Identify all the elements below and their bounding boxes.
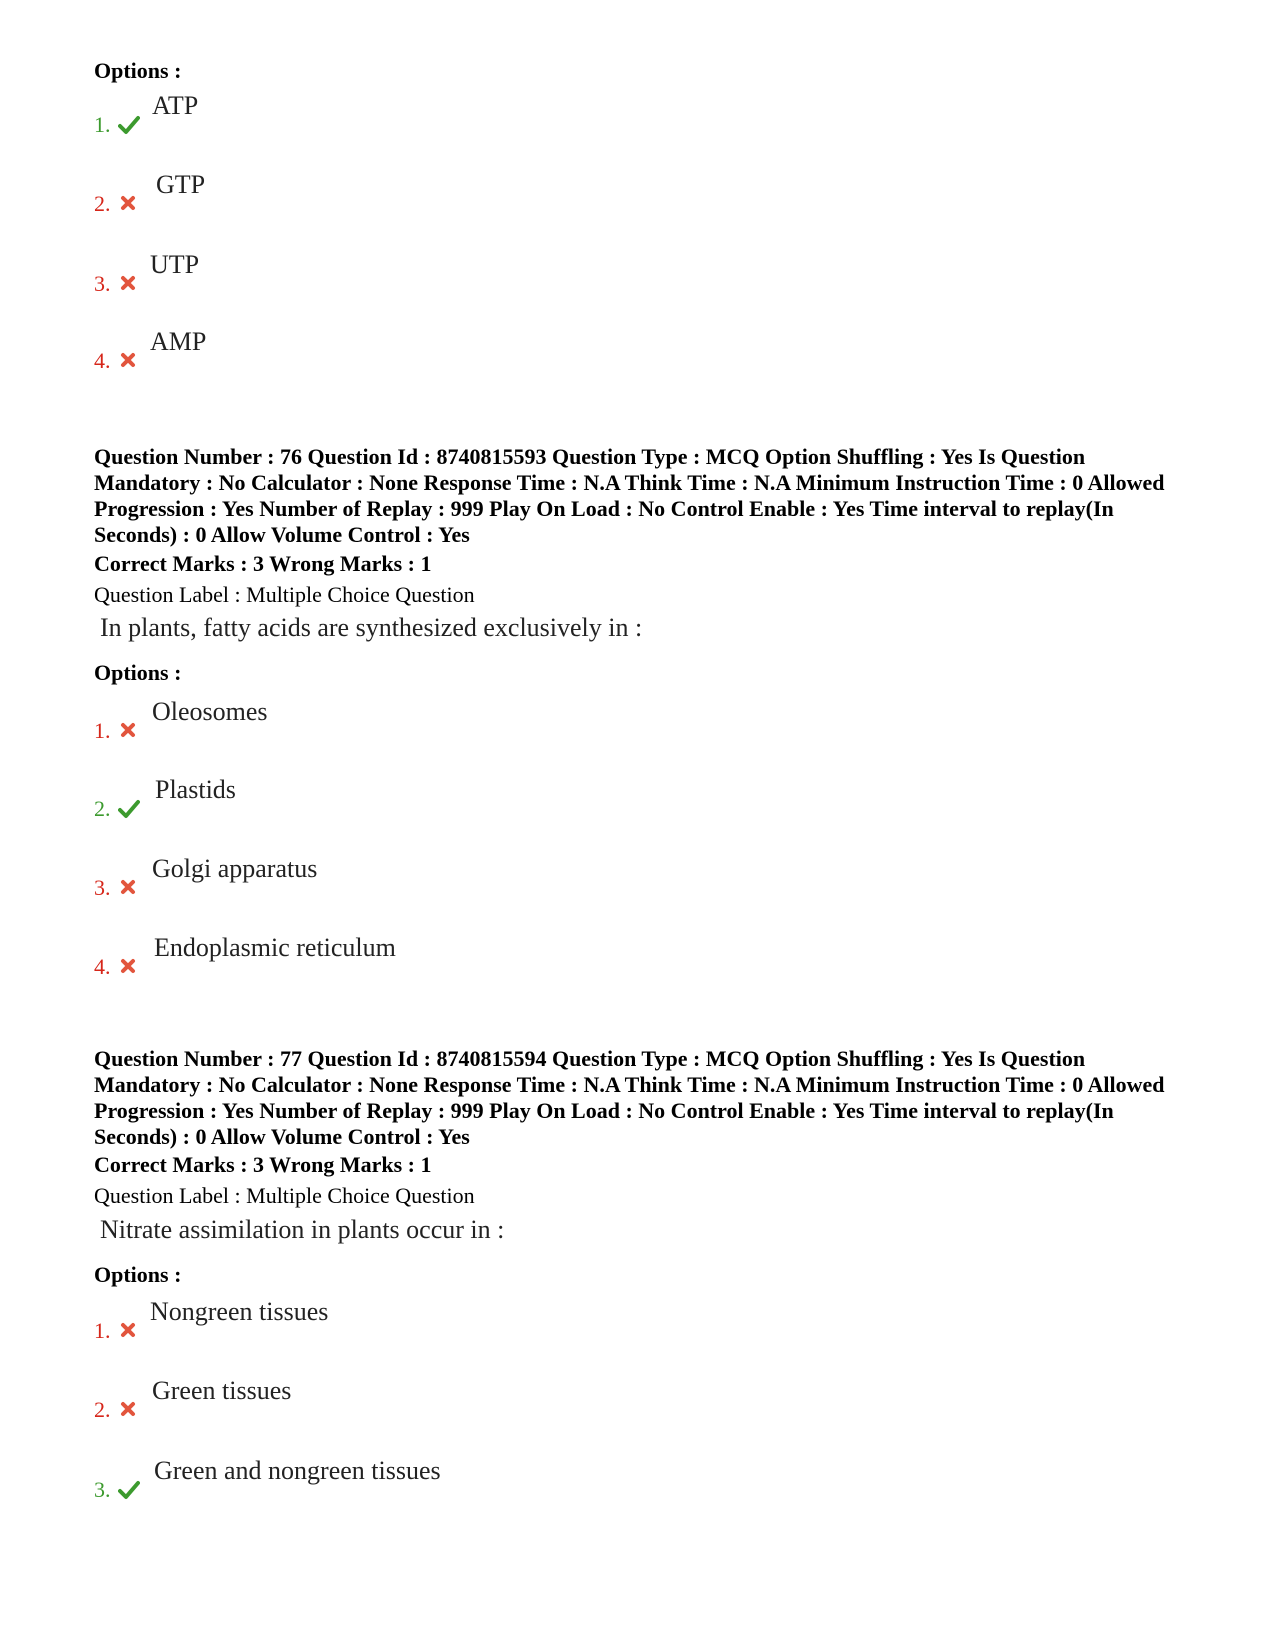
question-label: Question Label : Multiple Choice Question: [94, 1183, 475, 1208]
option-text: GTP: [156, 170, 206, 199]
option-number: 2.: [94, 1397, 111, 1422]
option-text: Green and nongreen tissues: [154, 1456, 441, 1485]
question-label: Question Label : Multiple Choice Question: [94, 582, 475, 607]
options-heading: Options :: [94, 660, 182, 685]
cross-icon: [118, 1320, 140, 1342]
check-icon: [118, 114, 140, 136]
cross-icon: [118, 350, 140, 372]
option-text: AMP: [150, 327, 207, 356]
option-number: 1.: [94, 1318, 111, 1343]
option-4: [94, 934, 694, 978]
cross-icon: [118, 877, 140, 899]
question-stem: In plants, fatty acids are synthesized exclusively in :: [100, 613, 643, 642]
option-number: 2.: [94, 796, 111, 821]
option-4: [94, 328, 694, 372]
option-3: [94, 251, 694, 295]
option-1: [94, 698, 694, 742]
option-3: [94, 1457, 694, 1501]
option-2: [94, 776, 694, 820]
cross-icon: [118, 193, 140, 215]
option-text: UTP: [150, 250, 200, 279]
option-text: Oleosomes: [152, 697, 268, 726]
option-number: 3.: [94, 1477, 111, 1502]
option-text: Nongreen tissues: [150, 1297, 329, 1326]
option-1: [94, 92, 694, 136]
option-3: [94, 855, 694, 899]
question-meta: Question Number : 76 Question Id : 8740815593 Question Type : MCQ Option Shuffling : Yes Is Question Mandatory : No Calculator : None Response Time : N.A Think Time : N.A Minimum Instruction Time : 0 Allowed Progression : Yes Number of Replay : 999 Play On Load : No Control Enable : Yes Time interval to replay(In Seconds) : 0 Allow Volume Control : Yes: [94, 444, 1165, 547]
option-text: Green tissues: [152, 1376, 292, 1405]
option-text: Endoplasmic reticulum: [154, 933, 396, 962]
cross-icon: [118, 273, 140, 295]
option-number: 3.: [94, 271, 111, 296]
option-number: 1.: [94, 112, 111, 137]
option-number: 2.: [94, 191, 111, 216]
option-text: Plastids: [155, 775, 236, 804]
option-text: Golgi apparatus: [152, 854, 318, 883]
options-heading: Options :: [94, 58, 182, 83]
option-number: 1.: [94, 718, 111, 743]
check-icon: [118, 1479, 140, 1501]
option-2: [94, 171, 694, 215]
option-text: ATP: [152, 91, 199, 120]
question-meta: Question Number : 77 Question Id : 8740815594 Question Type : MCQ Option Shuffling : Yes Is Question Mandatory : No Calculator : None Response Time : N.A Think Time : N.A Minimum Instruction Time : 0 Allowed Progression : Yes Number of Replay : 999 Play On Load : No Control Enable : Yes Time interval to replay(In Seconds) : 0 Allow Volume Control : Yes: [94, 1046, 1165, 1149]
question-marks: Correct Marks : 3 Wrong Marks : 1: [94, 551, 432, 576]
option-1: [94, 1298, 694, 1342]
question-marks: Correct Marks : 3 Wrong Marks : 1: [94, 1152, 432, 1177]
cross-icon: [118, 720, 140, 742]
options-heading: Options :: [94, 1262, 182, 1287]
option-number: 4.: [94, 348, 111, 373]
check-icon: [118, 798, 140, 820]
option-number: 3.: [94, 875, 111, 900]
option-2: [94, 1377, 694, 1421]
cross-icon: [118, 956, 140, 978]
question-stem: Nitrate assimilation in plants occur in :: [100, 1215, 505, 1244]
option-number: 4.: [94, 954, 111, 979]
cross-icon: [118, 1399, 140, 1421]
